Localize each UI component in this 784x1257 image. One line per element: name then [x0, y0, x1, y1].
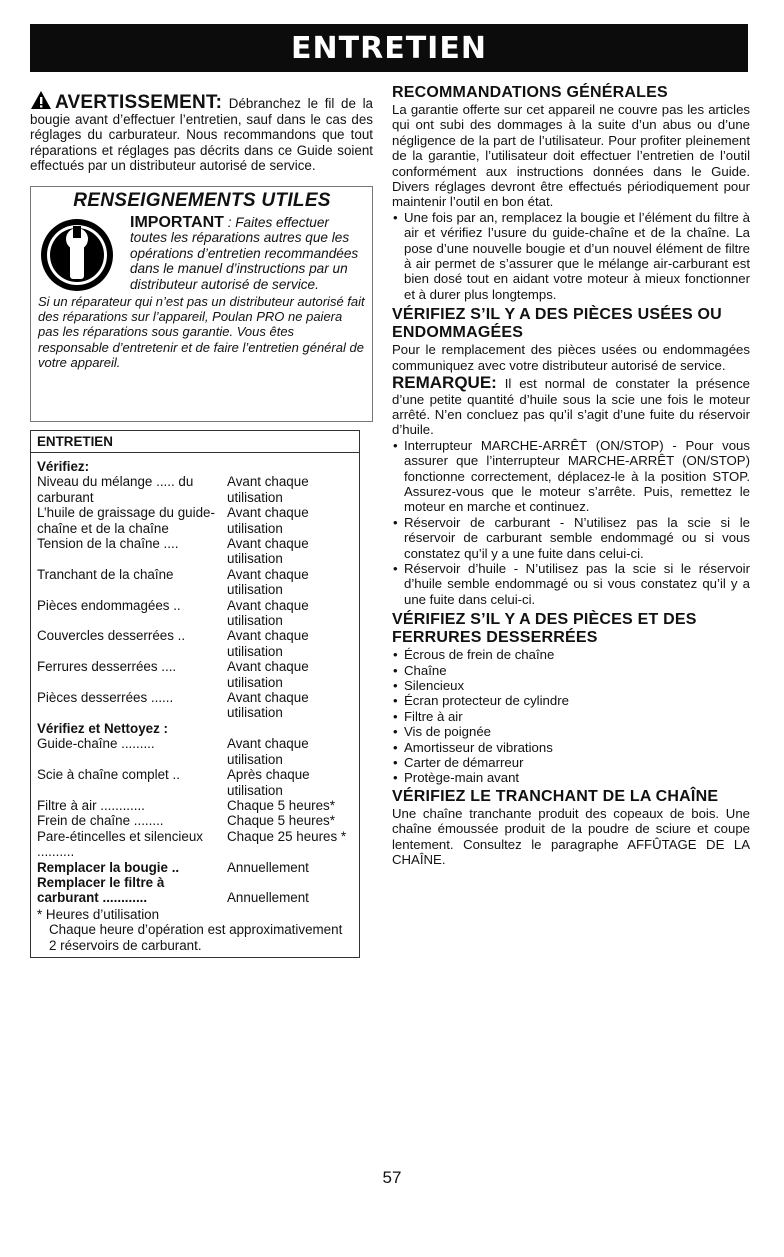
- useful-info-heading: RENSEIGNEMENTS UTILES: [73, 189, 331, 211]
- schedule-row: [37, 813, 353, 828]
- replace-filter: Remplacer le filtre à carburant ............: [37, 874, 165, 906]
- list-item: • Interrupteur MARCHE-ARRÊT (ON/STOP) - Pour vous assurer que l’interrupteur MARCHE-ARRÊT (ON/STOP) fonctionne correctement, déplacez-le à la position STOP. Assurez-vous que le moteur s’arrête. Puis, remettez le moteur en marche et continuez.: [392, 438, 750, 515]
- general-list: [392, 210, 750, 302]
- important-note: [130, 215, 366, 292]
- schedule-row: [37, 829, 353, 860]
- check-heading: Vérifiez:: [37, 458, 90, 474]
- worn-parts-list: [392, 438, 750, 607]
- useful-info-rest: Si un réparateur qui n’est pas un distributeur autorisé fait des réparations sur l’appareil, Poulan PRO ne paiera pas les réparations sous garantie. Vous êtes responsable d’entretenir et de faire l’entretien général de votre appareil.: [38, 294, 365, 370]
- list-item: • Vis de poignée: [392, 724, 750, 739]
- footnote-1: * Heures d’utilisation: [37, 906, 160, 922]
- replace-plug: Remplacer la bougie ..: [37, 859, 180, 875]
- schedule-item: Tranchant de la chaîne: [37, 566, 174, 582]
- schedule-row: [37, 767, 353, 798]
- warning-text: Débranchez le fil de la bougie avant d’effectuer l’entretien, sauf dans le cas des réglages du carburateur. Nous recommandons que tout réparations et réglages pas décrits dans ce Guide soient effectués par un distributeur autorisé de service.: [30, 96, 373, 174]
- general-paragraph: La garantie offerte sur cet appareil ne couvre pas les articles qui ont subi des dommages à la suite d’un abus ou d’une négligence de la part de l’utilisateur. Pour profiter pleinement de la garantie, l’utilisateur doit effectuer l’entretien de l’outil conformément aux instructions données dans le Guide. Divers réglages devront être effectués périodiquement pour maintenir l’outil en bon état.: [392, 102, 750, 210]
- warning-paragraph: [30, 90, 373, 174]
- schedule-body: [31, 453, 359, 957]
- schedule-row: [37, 860, 353, 875]
- remark-label: REMARQUE:: [392, 373, 497, 393]
- replace-plug-when: Annuellement: [227, 859, 309, 875]
- schedule-header: ENTRETIEN: [31, 431, 359, 453]
- schedule-row: [37, 505, 353, 536]
- remark-text: Il est normal de constater la présence d’une petite quantité d’huile sous la scie une fois le moteur arrêté. N’en concluez pas qu’il s’agit d’une fuite du réservoir d’huile.: [392, 376, 750, 438]
- page-banner: ENTRETIEN: [30, 24, 748, 72]
- clean-heading: Vérifiez et Nettoyez :: [37, 720, 168, 736]
- schedule-row: [37, 736, 353, 767]
- schedule-when: Avant chaque utilisation: [227, 566, 309, 598]
- schedule-when: Chaque 5 heures*: [227, 813, 335, 829]
- schedule-row: [37, 567, 353, 598]
- page-number: 57: [382, 1168, 402, 1187]
- schedule-item: Ferrures desserrées ....: [37, 659, 177, 675]
- left-column: [30, 90, 373, 958]
- schedule-when: Avant chaque utilisation: [227, 597, 309, 629]
- schedule-row: [37, 875, 353, 906]
- schedule-row: [37, 798, 353, 813]
- schedule-item: Pare-étincelles et silencieux ..........: [37, 828, 203, 860]
- schedule-item: Tension de la chaîne ....: [37, 536, 179, 551]
- sharpness-paragraph: Une chaîne tranchante produit des copeaux de bois. Une chaîne émoussée produit de la poudre de sciure et coupe lentement. Consultez le paragraphe AFFÛTAGE DE LA CHAÎNE.: [392, 805, 750, 868]
- schedule-when: Après chaque utilisation: [227, 767, 310, 798]
- schedule-when: Avant chaque utilisation: [227, 536, 309, 567]
- list-item: • Silencieux: [392, 678, 750, 693]
- clean-list: [37, 736, 353, 859]
- schedule-row: [37, 628, 353, 659]
- sharpness-heading: VÉRIFIEZ LE TRANCHANT DE LA CHAÎNE: [392, 787, 719, 805]
- list-item: • Réservoir d’huile - N’utilisez pas la scie si le réservoir d’huile semble endommagé ou si vous constatez qu’il y a une fuite dans celui-ci.: [392, 561, 750, 607]
- schedule-when: Avant chaque utilisation: [227, 659, 309, 690]
- footnote-2: Chaque heure d’opération est approximativement 2 réservoirs de carburant.: [49, 922, 343, 953]
- loose-parts-list: [392, 647, 750, 786]
- schedule-item: L’huile de graissage du guide-chaîne et de la chaîne: [37, 505, 215, 536]
- list-item: • Chaîne: [392, 663, 750, 678]
- loose-parts-heading: VÉRIFIEZ S’IL Y A DES PIÈCES ET DES FERRURES DESSERRÉES: [392, 611, 697, 647]
- important-text: : Faites effectuer toutes les réparations autres que les opérations d’entretien recommandées dans le manuel d’instructions par un distributeur autorisé de service.: [130, 214, 359, 292]
- list-item: • Protège-main avant: [392, 770, 750, 785]
- schedule-when: Avant chaque utilisation: [227, 628, 309, 659]
- schedule-item: Pièces desserrées ......: [37, 690, 174, 706]
- footnote: [37, 907, 353, 953]
- important-label: IMPORTANT: [130, 213, 224, 231]
- check-list: [37, 474, 353, 721]
- schedule-item: Guide-chaîne .........: [37, 736, 155, 752]
- schedule-when: Avant chaque utilisation: [227, 736, 309, 767]
- list-item: • Une fois par an, remplacez la bougie et l’élément du filtre à air et vérifiez l’usure du guide-chaîne et de la chaîne. La pose d’une nouvelle bougie et d’un nouvel élément de filtre à air permet de s’assurer que le mélange air-carburant est bien dosé tout en aidant votre moteur à mieux fonctionner et à durer plus longtemps.: [392, 210, 750, 302]
- schedule-when: Avant chaque utilisation: [227, 474, 309, 505]
- schedule-row: [37, 536, 353, 567]
- schedule-item: Scie à chaîne complet ..: [37, 767, 180, 783]
- list-item: • Carter de démarreur: [392, 755, 750, 770]
- warning-title: AVERTISSEMENT:: [55, 92, 223, 113]
- warning-triangle-icon: [30, 90, 52, 110]
- schedule-when: Chaque 25 heures *: [227, 828, 347, 844]
- right-column: [392, 84, 750, 867]
- useful-info-box: [30, 186, 373, 422]
- schedule-item: Pièces endommagées ..: [37, 597, 181, 613]
- schedule-item: Filtre à air ............: [37, 797, 145, 813]
- list-item: • Écran protecteur de cylindre: [392, 693, 750, 708]
- schedule-row: [37, 474, 353, 505]
- list-item: • Réservoir de carburant - N’utilisez pas la scie si le réservoir de carburant semble endommagé ou si vous constatez qu’il y a une fuite dans celui-ci.: [392, 515, 750, 561]
- worn-parts-paragraph: Pour le remplacement des pièces usées ou endommagées communiquez avec votre distributeur autorisé de service.: [392, 342, 750, 373]
- schedule-item: Niveau du mélange ..... du carburant: [37, 474, 194, 505]
- schedule-row: [37, 659, 353, 690]
- list-item: • Filtre à air: [392, 709, 750, 724]
- list-item: • Amortisseur de vibrations: [392, 740, 750, 755]
- schedule-item: Frein de chaîne ........: [37, 813, 164, 829]
- schedule-when: Avant chaque utilisation: [227, 690, 309, 721]
- remark-paragraph: [392, 375, 750, 438]
- schedule-when: Avant chaque utilisation: [227, 505, 309, 536]
- list-item: • Écrous de frein de chaîne: [392, 647, 750, 662]
- schedule-when: Chaque 5 heures*: [227, 797, 335, 813]
- schedule-item: Couvercles desserrées ..: [37, 628, 186, 644]
- replace-filter-when: Annuellement: [227, 890, 309, 906]
- schedule-row: [37, 598, 353, 629]
- schedule-row: [37, 690, 353, 721]
- worn-parts-heading: VÉRIFIEZ S’IL Y A DES PIÈCES USÉES OU ENDOMMAGÉES: [392, 306, 722, 342]
- maintenance-schedule: [30, 430, 360, 958]
- general-heading: RECOMMANDATIONS GÉNÉRALES: [392, 84, 668, 101]
- wrench-icon: [39, 217, 115, 293]
